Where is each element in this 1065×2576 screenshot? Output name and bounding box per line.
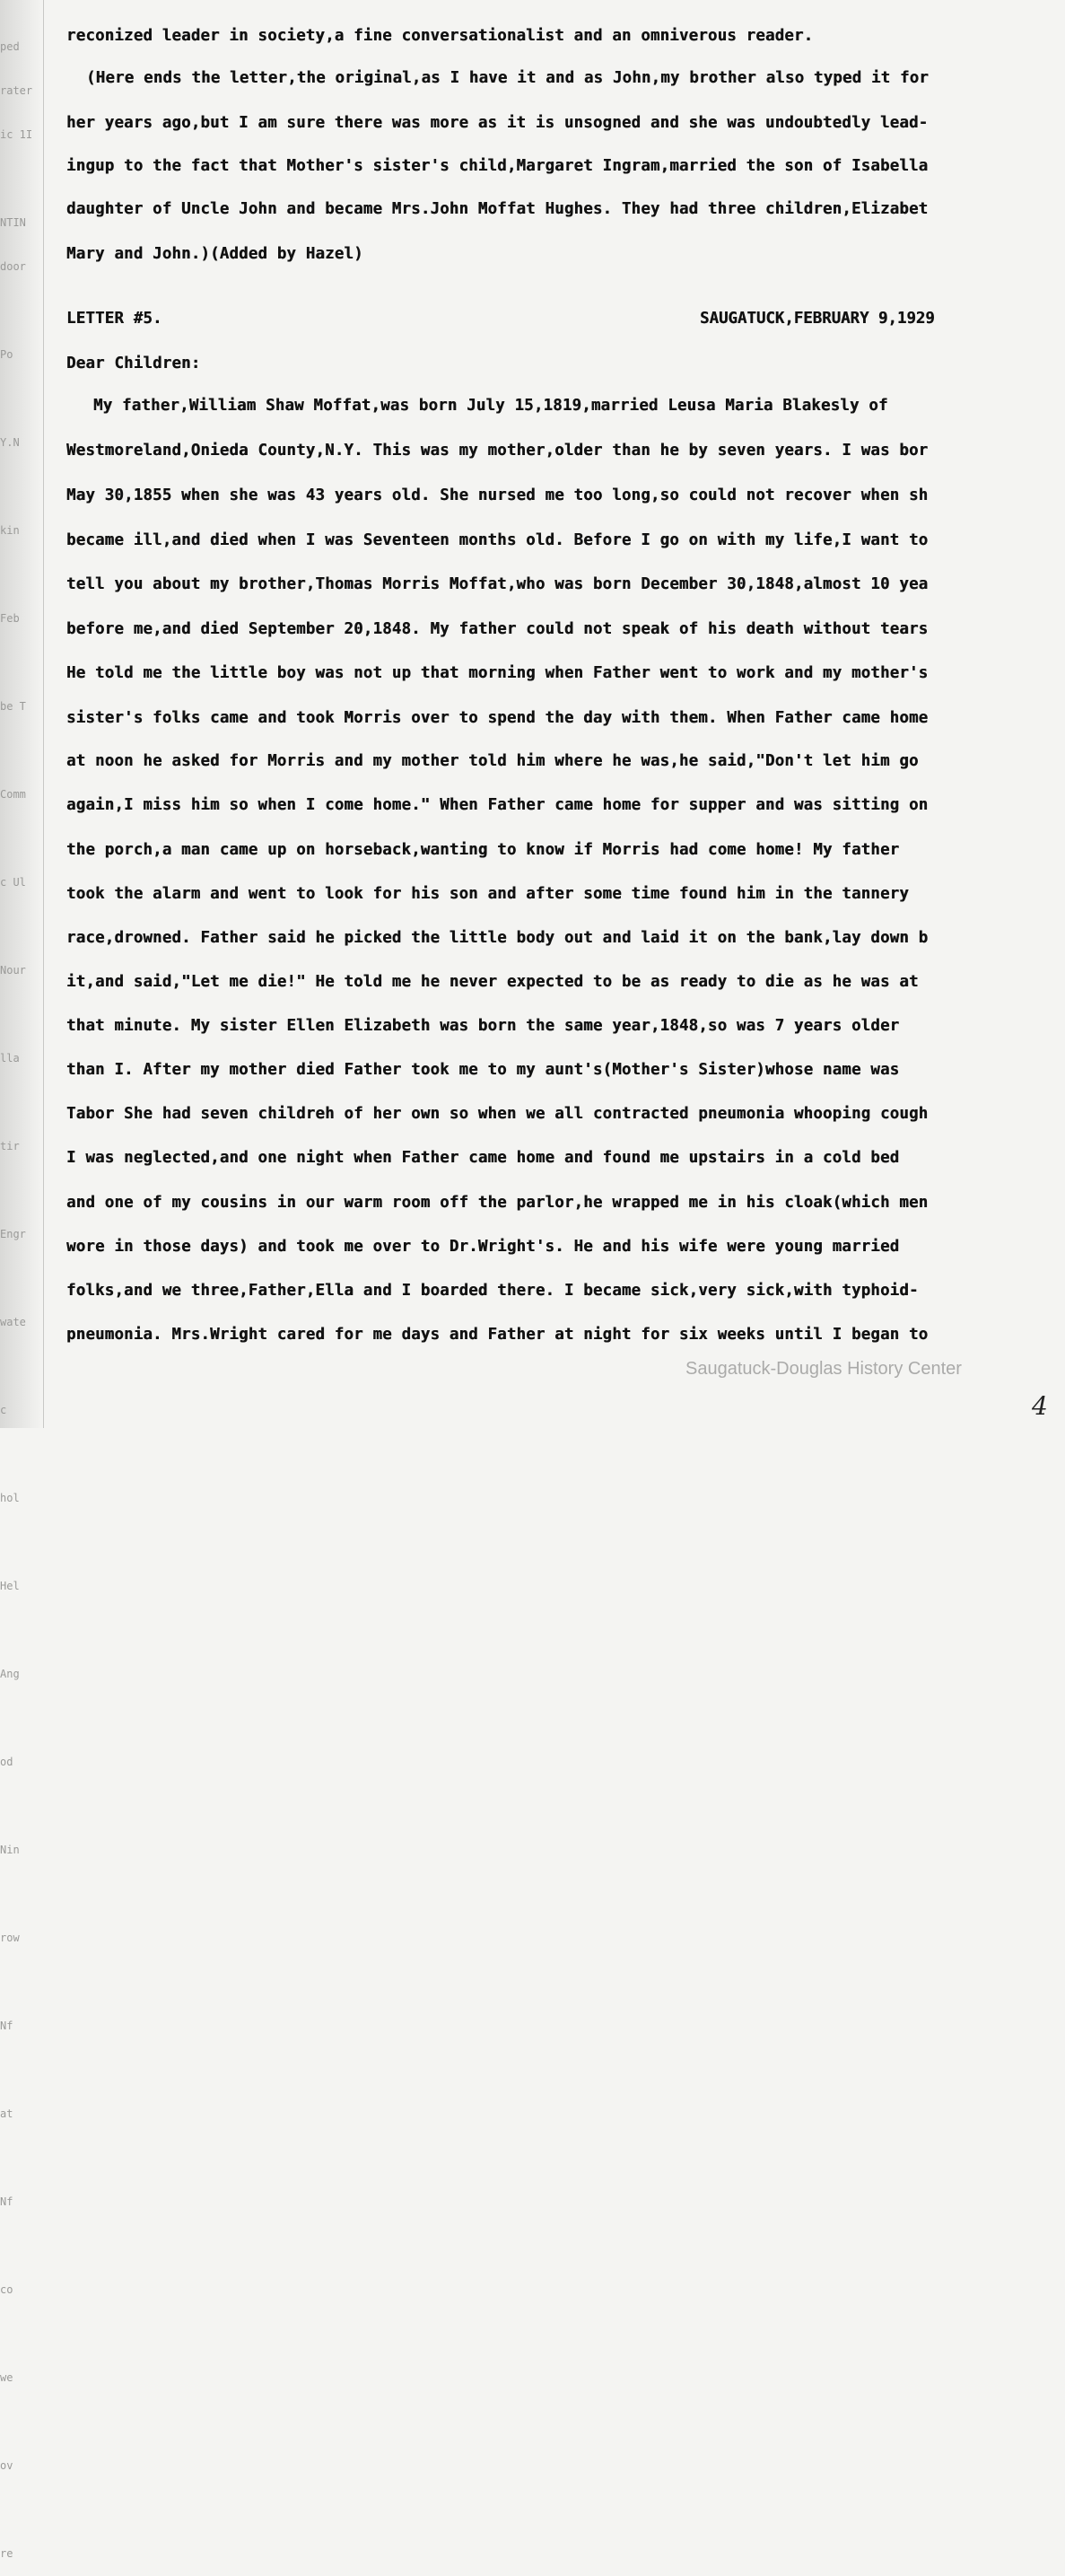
typed-document-page (66, 18, 1065, 1418)
body-line: the porch,a man came up on horseback,wanting to know if Morris had come home! My father (66, 841, 900, 859)
body-line: Westmoreland,Onieda County,N.Y. This was my mother,older than he by seven years. I was bor (66, 442, 929, 460)
body-line: than I. After my mother died Father took me to my aunt's(Mother's Sister)whose name was (66, 1061, 900, 1079)
body-line: at noon he asked for Morris and my mother told him where he was,he said,"Don't let him go (66, 752, 919, 770)
body-line: Tabor She had seven childreh of her own so when we all contracted pneumonia whooping cough (66, 1105, 929, 1123)
margin-bleed-text: ped rater ic 1I NTIN door Po Y.N kin Feb be T Comm c Ul Nour lla tir Engr wate c hol Hel Ang od Nin row Nf at Nf co we ov re (0, 40, 33, 2560)
intro-line: her years ago,but I am sure there was more as it is unsogned and she was undoubtedly lead- (66, 114, 929, 132)
intro-line: reconized leader in society,a fine conversationalist and an omniverous reader. (66, 27, 814, 45)
body-line: it,and said,"Let me die!" He told me he never expected to be as ready to die as he was at (66, 973, 919, 991)
body-line: My father,William Shaw Moffat,was born July 15,1819,married Leusa Maria Blakesly of (93, 397, 888, 415)
intro-line: (Here ends the letter,the original,as I have it and as John,my brother also typed it for (86, 69, 929, 87)
body-line: before me,and died September 20,1848. My father could not speak of his death without tears (66, 620, 929, 638)
intro-line: ingup to the fact that Mother's sister's child,Margaret Ingram,married the son of Isabella (66, 157, 929, 175)
intro-line: daughter of Uncle John and became Mrs.John Moffat Hughes. They had three children,Elizabet (66, 200, 929, 218)
intro-line: Mary and John.)(Added by Hazel) (66, 245, 363, 263)
body-line: and one of my cousins in our warm room off the parlor,he wrapped me in his cloak(which men (66, 1194, 929, 1212)
body-line: I was neglected,and one night when Father came home and found me upstairs in a cold bed (66, 1149, 900, 1167)
salutation: Dear Children: (66, 355, 201, 372)
body-line: that minute. My sister Ellen Elizabeth was born the same year,1848,so was 7 years older (66, 1017, 900, 1035)
body-line: He told me the little boy was not up that morning when Father went to work and my mother's (66, 664, 929, 682)
body-line: pneumonia. Mrs.Wright cared for me days and Father at night for six weeks until I began to (66, 1326, 929, 1344)
body-line: wore in those days) and took me over to Dr.Wright's. He and his wife were young married (66, 1238, 900, 1256)
body-line: tell you about my brother,Thomas Morris Moffat,who was born December 30,1848,almost 10 yea (66, 575, 929, 593)
body-line: again,I miss him so when I come home." When Father came home for supper and was sitting on (66, 796, 929, 814)
body-line: folks,and we three,Father,Ella and I boarded there. I became sick,very sick,with typhoid- (66, 1282, 919, 1300)
body-line: took the alarm and went to look for his son and after some time found him in the tannery (66, 885, 909, 903)
body-line: race,drowned. Father said he picked the little body out and laid it on the bank,lay down b (66, 929, 929, 947)
page-number: 4 (1032, 1391, 1048, 1421)
body-line: May 30,1855 when she was 43 years old. She nursed me too long,so could not recover when sh (66, 486, 929, 504)
letter-place-date: SAUGATUCK,FEBRUARY 9,1929 (700, 310, 935, 328)
body-line: became ill,and died when I was Seventeen months old. Before I go on with my life,I want to (66, 531, 929, 549)
archive-watermark: Saugatuck-Douglas History Center (685, 1359, 962, 1379)
body-line: sister's folks came and took Morris over to spend the day with them. When Father came home (66, 709, 929, 727)
letter-heading: LETTER #5. (66, 310, 162, 328)
